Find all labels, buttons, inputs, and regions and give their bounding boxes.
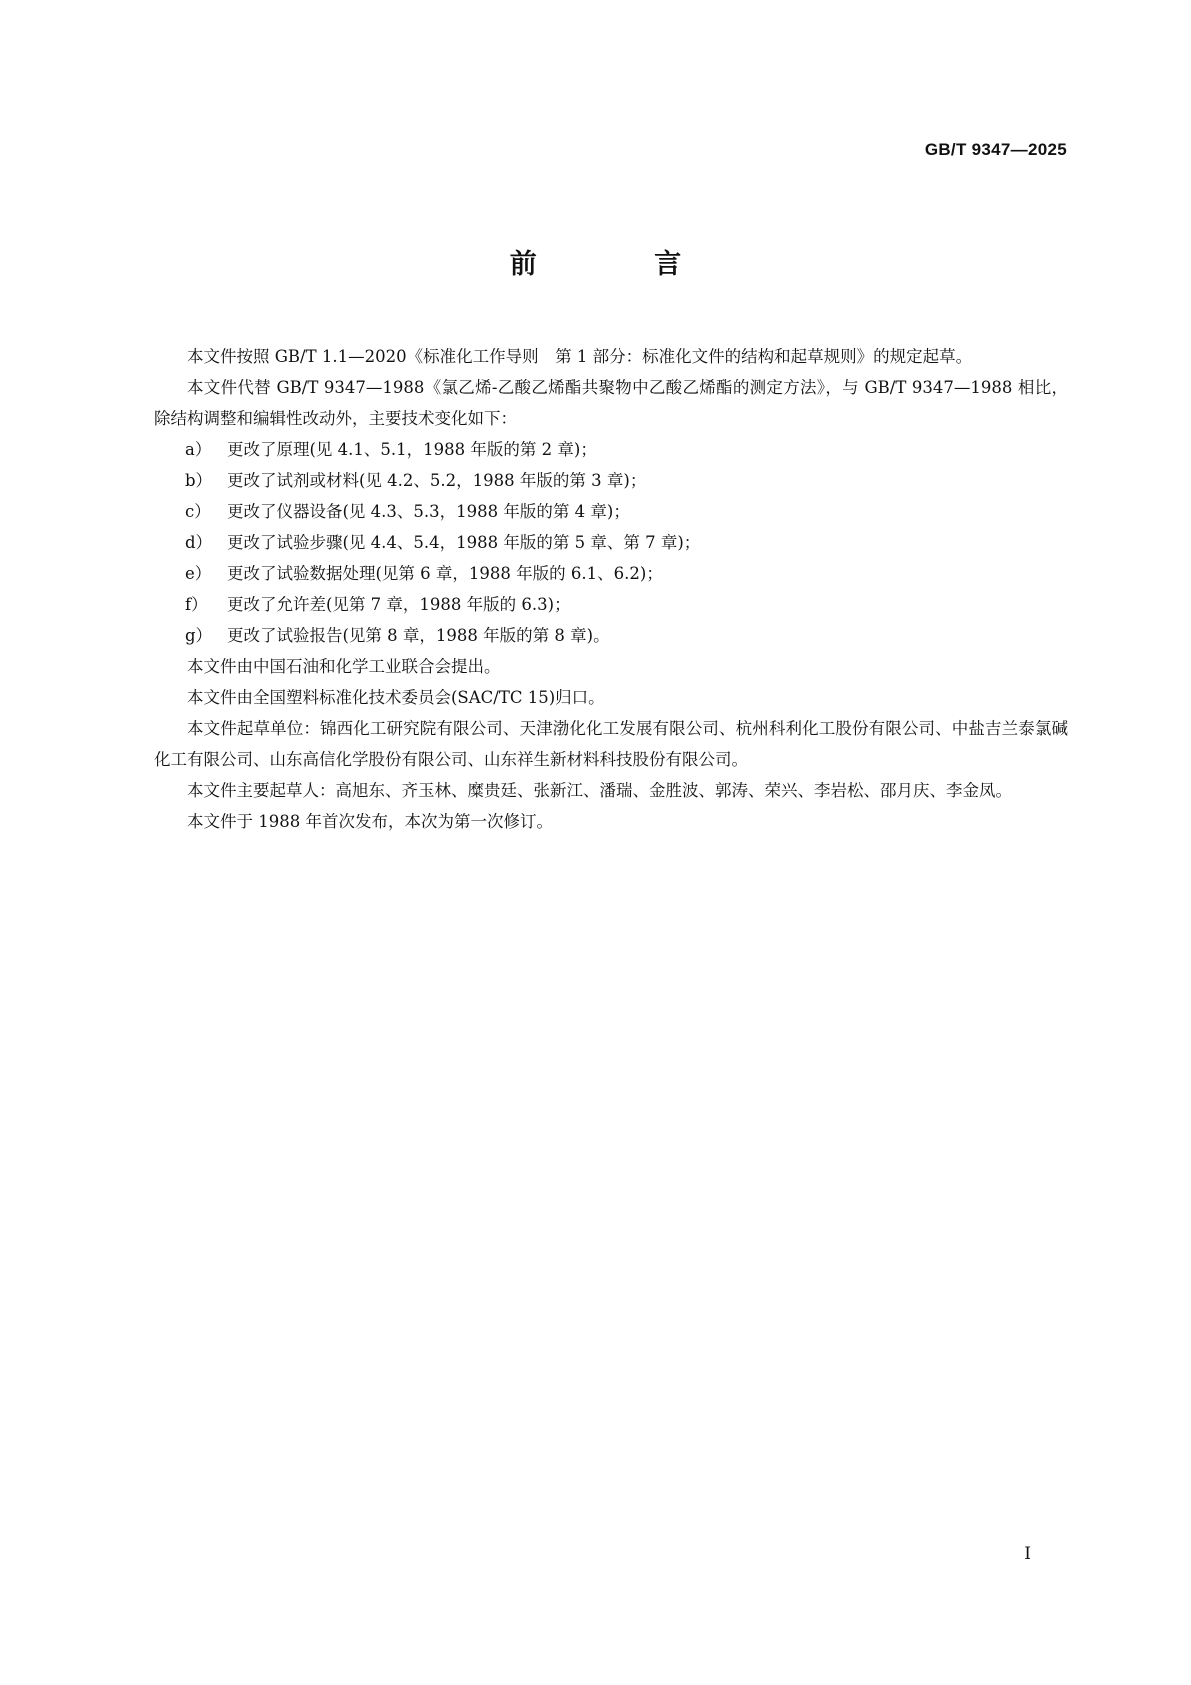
list-item — [154, 496, 1068, 527]
paragraph-committee: 本文件由全国塑料标准化技术委员会(SAC/TC 15)归口。 — [187, 688, 605, 707]
list-marker: f） — [185, 595, 208, 614]
list-marker: g） — [185, 626, 213, 645]
paragraph-history: 本文件于 1988 年首次发布，本次为第一次修订。 — [187, 812, 553, 831]
page-number: I — [1024, 1544, 1031, 1564]
list-item — [154, 558, 1068, 589]
list-marker: a） — [185, 440, 212, 459]
list-marker: d） — [185, 533, 213, 552]
list-text: 更改了试剂或材料(见 4.2、5.2，1988 年版的第 3 章)； — [227, 471, 647, 490]
list-item — [154, 465, 1068, 496]
list-text: 更改了试验报告(见第 8 章，1988 年版的第 8 章)。 — [227, 626, 610, 645]
list-marker: e） — [185, 564, 212, 583]
list-text: 更改了仪器设备(见 4.3、5.3，1988 年版的第 4 章)； — [227, 502, 630, 521]
list-item — [154, 620, 1068, 651]
list-marker: c） — [185, 502, 211, 521]
paragraph-drafters: 本文件主要起草人：高旭东、齐玉林、糜贵廷、张新江、潘瑞、金胜波、郭涛、荣兴、李岩松、邵月庆、李金凤。 — [187, 781, 1012, 800]
list-text: 更改了试验数据处理(见第 6 章，1988 年版的 6.1、6.2)； — [227, 564, 663, 583]
foreword-body — [154, 341, 1068, 837]
list-marker: b） — [185, 471, 213, 490]
list-text: 更改了允许差(见第 7 章，1988 年版的 6.3)； — [227, 595, 571, 614]
paragraph-proposer: 本文件由中国石油和化学工业联合会提出。 — [187, 657, 501, 676]
list-item — [154, 434, 1068, 465]
paragraph-replacement: 本文件代替 GB/T 9347—1988《氯乙烯-乙酸乙烯酯共聚物中乙酸乙烯酯的测定方法》，与 GB/T 9347—1988 相比，除结构调整和编辑性改动外，主要技术变化如下： — [154, 378, 1068, 428]
paragraph-drafting-units: 本文件起草单位：锦西化工研究院有限公司、天津渤化化工发展有限公司、杭州科利化工股份有限公司、中盐吉兰泰氯碱化工有限公司、山东高信化学股份有限公司、山东祥生新材料科技股份有限公司。 — [154, 719, 1068, 769]
standard-code: GB/T 9347—2025 — [924, 140, 1067, 159]
paragraph-drafting-rules: 本文件按照 GB/T 1.1—2020《标准化工作导则 第 1 部分：标准化文件的结构和起草规则》的规定起草。 — [187, 347, 973, 366]
list-text: 更改了原理(见 4.1、5.1，1988 年版的第 2 章)； — [227, 440, 597, 459]
list-item — [154, 527, 1068, 558]
list-text: 更改了试验步骤(见 4.4、5.4，1988 年版的第 5 章、第 7 章)； — [227, 533, 701, 552]
page-title: 前 言 — [509, 249, 736, 280]
list-item — [154, 589, 1068, 620]
